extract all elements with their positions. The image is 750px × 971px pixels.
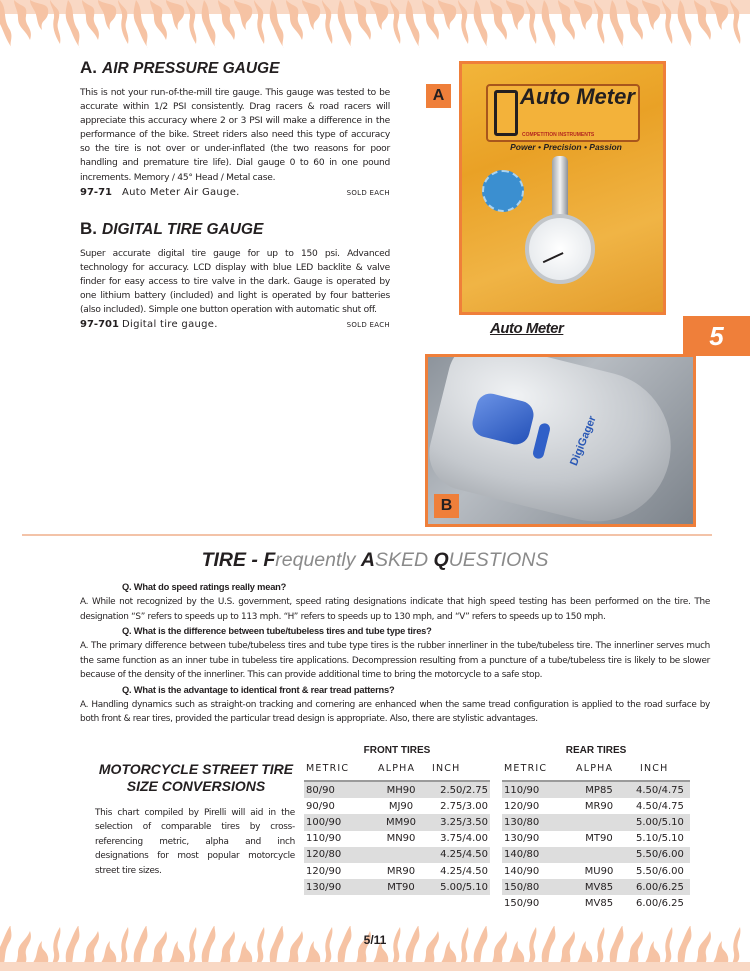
faq-title: TIRE - Frequently ASKED QUESTIONS — [201, 549, 549, 571]
table-row: 150/80 MV85 6.00/6.25 — [502, 879, 690, 895]
col-metric: METRIC — [502, 759, 568, 781]
product-b-sku: 97-701 — [80, 319, 119, 331]
table-row: 120/80 4.25/4.50 — [304, 847, 490, 863]
faq-item — [80, 683, 710, 727]
product-b-sku-row — [80, 319, 390, 330]
auto-meter-brand: Auto Meter — [520, 84, 635, 109]
product-a — [80, 58, 390, 198]
rear-tires-table — [502, 745, 690, 912]
table-row: 150/90 MV85 6.00/6.25 — [504, 897, 684, 909]
col-alpha: ALPHA — [372, 759, 430, 781]
product-b-name: Digital tire gauge. — [122, 319, 218, 331]
table-row: 100/90 MM90 3.25/3.50 — [304, 814, 490, 830]
faq-list — [80, 580, 710, 727]
col-metric: METRIC — [304, 759, 372, 781]
photo-b-label: B — [434, 494, 459, 518]
table-row: 80/90 MH90 2.50/2.75 — [304, 781, 490, 798]
table-row: 120/90 MR90 4.25/4.50 — [306, 865, 488, 877]
faq-item — [80, 624, 710, 683]
table-row: 140/80 5.50/6.00 — [502, 847, 690, 863]
product-a-sku: 97-71 — [80, 186, 112, 198]
table-row: 120/90 MR90 4.50/4.75 — [504, 800, 684, 812]
flame-border-top — [0, 0, 750, 50]
product-b-title: B. DIGITAL TIRE GAUGE — [80, 219, 264, 238]
auto-meter-logo-box — [486, 84, 640, 142]
gauge-stem — [552, 156, 568, 220]
table-row: 110/90 MN90 3.75/4.00 — [306, 833, 488, 845]
faq-question: Q. What is the advantage to identical front & rear tread patterns? — [122, 684, 395, 695]
faq-answer: A. Handling dynamics such as straight-on tracking and cornering are enhanced when the same tread configuration is applied to the road surface by both front & rear tires, provided the particular tread design is appropriate. Also, there are stylistic advantages. — [80, 699, 710, 724]
col-inch: INCH — [430, 759, 490, 781]
faq-item — [80, 580, 710, 624]
faq-question: Q. What do speed ratings really mean? — [122, 582, 287, 592]
front-tires-table — [304, 745, 490, 895]
faq-answer: A. While not recognized by the U.S. government, speed rating designations indicate that high speed testing has been performed on the tire. The designation “S” refers to speeds up to 113 mph. “H” refers to speeds up to 130 mph, and “V” refers to speeds up to 150 mph. — [80, 597, 710, 622]
table-row: 130/90 MT90 5.00/5.10 — [304, 879, 490, 895]
conversions-title: MOTORCYCLE STREET TIRE SIZE CONVERSIONS — [98, 761, 294, 794]
product-b-description: Super accurate digital tire gauge for up to 150 psi. Advanced technology for accuracy. LCD display with blue LED backlite & valve finder for easy access to tire valve in the dark. Gauge is operated by one lithium battery (included) and light is operated by four batteries (also included). Simple one button operation with automatic shut off. — [80, 249, 390, 316]
table-row: 130/90 MT90 5.10/5.10 — [504, 833, 684, 845]
front-tires-caption: FRONT TIRES — [363, 745, 431, 756]
product-a-sku-row — [80, 187, 390, 198]
product-a-description: This is not your run-of-the-mill tire gauge. This gauge was tested to be accurate within 1/2 PSI consistently. Drag racers & road racers will appreciate this accuracy where 2 or 3 PSI will make a difference in the performance of the bike. Street riders also need this type of accuracy so the tire is not over or under-inflated (the two reasons for poor handling and premature tire life). Dial gauge 0 to 60 in one pound increments. Memory / 45° Head / Metal case. — [80, 88, 390, 183]
photo-a-label: A — [426, 84, 451, 108]
product-b — [80, 219, 390, 330]
table-row: 140/90 MU90 5.50/6.00 — [504, 865, 684, 877]
faq-answer: A. The primary difference between tube/tubeless tires and tube type tires is the rubber innerliner in the tube/tubeless tire. The innerliner serves much the same function as an inner tube in tubeless tire applications. Decompression resulting from a puncture of a tube/tubeless tire is likely to be slower because of the density of the innerliner. This can provide additional time to bring the motorcycle to a safe stop. — [80, 641, 710, 680]
auto-meter-gauge-photo — [459, 61, 666, 315]
digigager-body — [425, 354, 687, 527]
product-a-name: Auto Meter Air Gauge. — [122, 186, 240, 198]
auto-meter-caption-logo: Auto Meter — [490, 320, 564, 337]
gauge-dial-icon — [525, 214, 595, 284]
product-b-sold-each: SOLD EACH — [346, 321, 390, 330]
product-a-sold-each: SOLD EACH — [346, 188, 390, 197]
table-row: 130/80 5.00/5.10 — [502, 814, 690, 830]
col-alpha: ALPHA — [568, 759, 630, 781]
col-inch: INCH — [630, 759, 690, 781]
table-row: 110/90 MP85 4.50/4.75 — [502, 781, 690, 798]
seal-badge-icon — [482, 170, 524, 212]
section-divider — [22, 534, 712, 536]
digigager-brand: DigiGager — [568, 414, 599, 468]
auto-meter-logo-icon — [494, 90, 518, 136]
digigager-photo — [425, 354, 696, 527]
faq-question: Q. What is the difference between tube/tubeless tires and tube type tires? — [122, 626, 432, 636]
table-row: 90/90 MJ90 2.75/3.00 — [306, 800, 488, 812]
auto-meter-tagline: Power • Precision • Passion — [510, 142, 622, 152]
section-tab-5: 5 — [683, 316, 750, 356]
conversions-description: This chart compiled by Pirelli will aid in the selection of comparable tires by cross-referencing metric, alpha and inch designations for most popular motorcycle street tire sizes. — [95, 808, 295, 876]
product-a-title: A. AIR PRESSURE GAUGE — [80, 58, 280, 77]
auto-meter-sub: COMPETITION INSTRUMENTS — [522, 132, 595, 138]
gauge-needle — [543, 252, 564, 263]
page-number: 5/11 — [363, 933, 387, 947]
rear-tires-caption: REAR TIRES — [565, 745, 627, 756]
